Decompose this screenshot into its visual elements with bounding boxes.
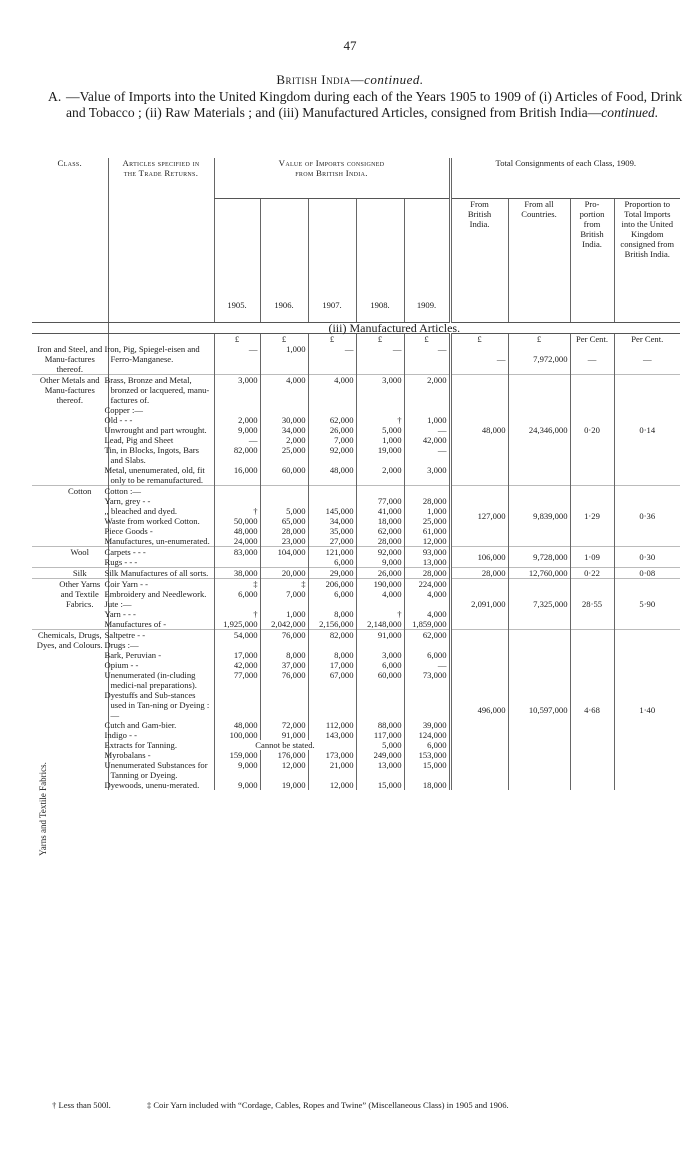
value-cell: 25,000 bbox=[260, 445, 308, 465]
footnote: ‡ Coir Yarn included with “Cordage, Cables, Ropes and Twine” (Miscellaneous Class) in 1905 and 1906. bbox=[146, 1100, 509, 1110]
value-cell bbox=[308, 485, 356, 496]
table-row bbox=[32, 578, 680, 589]
value-cell: 2,148,000 bbox=[356, 619, 404, 630]
value-cell: 7,000 bbox=[260, 589, 308, 599]
article-cell: Saltpetre - - bbox=[108, 629, 214, 640]
value-cell: 41,000 bbox=[356, 506, 404, 516]
table-row bbox=[32, 567, 680, 578]
table-header bbox=[32, 158, 680, 322]
table-row bbox=[32, 344, 680, 375]
value-cell bbox=[356, 690, 404, 720]
total-cell: 9,728,000 bbox=[508, 546, 570, 567]
value-cell: 4,000 bbox=[260, 374, 308, 405]
value-cell bbox=[356, 405, 404, 415]
class-cell: Other Metals and Manu-factures thereof. bbox=[32, 374, 108, 485]
total-cell: — bbox=[450, 344, 508, 375]
value-cell bbox=[260, 599, 308, 609]
value-cell: 112,000 bbox=[308, 720, 356, 730]
unit-cell: £ bbox=[450, 333, 508, 344]
value-cell: 60,000 bbox=[356, 670, 404, 690]
total-cell: 0·20 bbox=[570, 374, 614, 485]
value-cell: 73,000 bbox=[404, 670, 450, 690]
total-cell: — bbox=[570, 344, 614, 375]
value-cell: 28,000 bbox=[356, 536, 404, 547]
value-cell bbox=[214, 485, 260, 496]
value-cell: 12,000 bbox=[260, 760, 308, 780]
value-cell: 29,000 bbox=[308, 567, 356, 578]
article-cell: Piece Goods - bbox=[108, 526, 214, 536]
article-cell: Old - - - bbox=[108, 415, 214, 425]
value-cell: 77,000 bbox=[214, 670, 260, 690]
unit-cell: Per Cent. bbox=[614, 333, 680, 344]
value-cell: 1,000 bbox=[260, 609, 308, 619]
value-cell: 143,000 bbox=[308, 730, 356, 740]
article-cell: Metal, unenumerated, old, fit only to be remanufactured. bbox=[108, 465, 214, 486]
value-cell: — bbox=[404, 425, 450, 435]
unit-cell: £ bbox=[260, 333, 308, 344]
table-body bbox=[32, 322, 680, 790]
value-cell: 4,000 bbox=[404, 609, 450, 619]
value-cell: 6,000 bbox=[308, 589, 356, 599]
header-year: 1906. bbox=[260, 198, 308, 322]
value-cell: 12,000 bbox=[404, 536, 450, 547]
article-cell: Rugs - - - bbox=[108, 557, 214, 568]
value-cell: 48,000 bbox=[308, 465, 356, 486]
class-cell: Silk bbox=[32, 567, 108, 578]
table-row bbox=[32, 485, 680, 496]
article-cell: Copper :— bbox=[108, 405, 214, 415]
value-cell: ‡ bbox=[260, 578, 308, 589]
value-cell: 9,000 bbox=[214, 425, 260, 435]
value-cell: 42,000 bbox=[404, 435, 450, 445]
value-cell: 5,000 bbox=[356, 740, 404, 750]
article-cell: Indigo - - bbox=[108, 730, 214, 740]
total-cell: 0·08 bbox=[614, 567, 680, 578]
value-cell: 28,000 bbox=[260, 526, 308, 536]
value-cell: † bbox=[214, 506, 260, 516]
value-cell bbox=[308, 496, 356, 506]
value-cell: 3,000 bbox=[214, 374, 260, 405]
value-cell: 25,000 bbox=[404, 516, 450, 526]
value-cell: 9,000 bbox=[214, 760, 260, 780]
header-year: 1907. bbox=[308, 198, 356, 322]
value-cell: 91,000 bbox=[356, 629, 404, 640]
total-cell: 2,091,000 bbox=[450, 578, 508, 629]
article-cell: Bark, Peruvian - bbox=[108, 650, 214, 660]
class-cell: Wool bbox=[32, 546, 108, 567]
table-row bbox=[32, 546, 680, 557]
units-row bbox=[32, 333, 680, 344]
value-cell bbox=[308, 599, 356, 609]
value-cell: 48,000 bbox=[214, 526, 260, 536]
class-cell: Iron and Steel, and Manu-factures thereof. bbox=[37, 343, 103, 374]
value-cell: 1,000 bbox=[260, 344, 308, 375]
page-number: 47 bbox=[343, 38, 357, 53]
footnote: † Less than 500l. bbox=[52, 1100, 111, 1110]
value-cell: — bbox=[214, 435, 260, 445]
value-cell: 9,000 bbox=[214, 780, 260, 790]
value-cell: 88,000 bbox=[356, 720, 404, 730]
footnotes bbox=[52, 1100, 682, 1110]
value-cell: 1,000 bbox=[356, 435, 404, 445]
value-cell bbox=[214, 690, 260, 720]
total-cell: 106,000 bbox=[450, 546, 508, 567]
value-cell: 6,000 bbox=[308, 557, 356, 568]
value-cell: 39,000 bbox=[404, 720, 450, 730]
unit-cell: £ bbox=[214, 333, 260, 344]
article-cell: ,, bleached and dyed. bbox=[108, 506, 214, 516]
value-cell: 176,000 bbox=[260, 750, 308, 760]
value-cell: — bbox=[404, 344, 450, 375]
value-cell: 37,000 bbox=[260, 660, 308, 670]
value-cell: 13,000 bbox=[356, 760, 404, 780]
caption-text: —Value of Imports into the United Kingdom during each of the Years 1905 to 1909 of (i) Articles of Food, Drink and Tobacco ; (ii) Raw Materials ; and (iii) Manufactured Articles, consigned from British India— bbox=[66, 89, 683, 120]
class-cell: Other Yarns and Textile Fabrics. bbox=[32, 578, 108, 629]
article-cell: Manufactures, un-enumerated. bbox=[108, 536, 214, 547]
header-articles: Articles specified in the Trade Returns. bbox=[108, 158, 214, 322]
total-cell: 7,325,000 bbox=[508, 578, 570, 629]
side-label: Yarns and Textile Fabrics. bbox=[38, 762, 48, 856]
value-cell: 104,000 bbox=[260, 546, 308, 557]
value-cell bbox=[214, 599, 260, 609]
value-cell: 3,000 bbox=[356, 650, 404, 660]
value-cell: 121,000 bbox=[308, 546, 356, 557]
value-cell: 50,000 bbox=[214, 516, 260, 526]
article-cell: Iron, Pig, Spiegel-eisen and Ferro-Manganese. bbox=[108, 344, 214, 375]
value-cell: 91,000 bbox=[260, 730, 308, 740]
header-proportion-total: Proportion to Total Imports into the United Kingdom consigned from British India. bbox=[614, 198, 680, 322]
value-cell: 28,000 bbox=[404, 567, 450, 578]
value-cell: 27,000 bbox=[308, 536, 356, 547]
value-cell bbox=[260, 496, 308, 506]
value-cell: 93,000 bbox=[404, 546, 450, 557]
value-cell bbox=[356, 640, 404, 650]
value-cell: † bbox=[356, 609, 404, 619]
unit-cell: Per Cent. bbox=[570, 333, 614, 344]
value-cell: 206,000 bbox=[308, 578, 356, 589]
header-proportion: Pro-portion from British India. bbox=[570, 198, 614, 322]
total-cell: 10,597,000 bbox=[508, 629, 570, 790]
value-cell: 1,000 bbox=[404, 415, 450, 425]
value-cell bbox=[308, 690, 356, 720]
header-year: 1908. bbox=[356, 198, 404, 322]
section-row bbox=[32, 322, 680, 333]
article-cell: Tin, in Blocks, Ingots, Bars and Slabs. bbox=[108, 445, 214, 465]
value-cell bbox=[404, 405, 450, 415]
total-cell: 1·29 bbox=[570, 485, 614, 546]
value-cell: 42,000 bbox=[214, 660, 260, 670]
unit-cell: £ bbox=[308, 333, 356, 344]
article-cell: Lead, Pig and Sheet bbox=[108, 435, 214, 445]
value-cell: 62,000 bbox=[356, 526, 404, 536]
value-cell: 2,000 bbox=[404, 374, 450, 405]
article-cell: Myrobalans - bbox=[108, 750, 214, 760]
article-cell: Opium - - bbox=[108, 660, 214, 670]
total-cell: 0·22 bbox=[570, 567, 614, 578]
running-head: British India—continued. bbox=[276, 72, 424, 87]
value-cell: — bbox=[404, 660, 450, 670]
total-cell: 1·09 bbox=[570, 546, 614, 567]
header-from-british-india: From British India. bbox=[450, 198, 508, 322]
value-cell bbox=[214, 640, 260, 650]
value-cell: 6,000 bbox=[404, 740, 450, 750]
value-cell: 9,000 bbox=[356, 557, 404, 568]
total-cell: 12,760,000 bbox=[508, 567, 570, 578]
article-cell: Unenumerated (in-cluding medici-nal preparations). bbox=[108, 670, 214, 690]
value-cell: 2,042,000 bbox=[260, 619, 308, 630]
value-cell: 1,000 bbox=[404, 506, 450, 516]
article-cell: Manufactures of - bbox=[108, 619, 214, 630]
total-cell: 1·40 bbox=[614, 629, 680, 790]
caption-suffix: continued. bbox=[601, 105, 659, 120]
article-cell: Silk Manufactures of all sorts. bbox=[108, 567, 214, 578]
value-cell: 72,000 bbox=[260, 720, 308, 730]
article-cell: Unwrought and part wrought. bbox=[108, 425, 214, 435]
value-cell: — bbox=[214, 344, 260, 375]
header-from-all: From all Countries. bbox=[508, 198, 570, 322]
class-cell: Cotton bbox=[32, 485, 108, 546]
value-cell: 62,000 bbox=[308, 415, 356, 425]
header-class: Class. bbox=[32, 158, 108, 322]
value-cell bbox=[260, 405, 308, 415]
value-cell: 67,000 bbox=[308, 670, 356, 690]
value-cell bbox=[308, 640, 356, 650]
value-cell: 8,000 bbox=[308, 650, 356, 660]
header-value-group: Value of Imports consigned from British India. bbox=[214, 158, 450, 198]
article-cell: Drugs :— bbox=[108, 640, 214, 650]
value-cell: 2,000 bbox=[214, 415, 260, 425]
total-cell: 496,000 bbox=[450, 629, 508, 790]
value-cell: 92,000 bbox=[308, 445, 356, 465]
value-cell: 92,000 bbox=[356, 546, 404, 557]
value-cell bbox=[356, 599, 404, 609]
value-cell bbox=[260, 690, 308, 720]
value-cell bbox=[260, 485, 308, 496]
value-cell: 26,000 bbox=[356, 567, 404, 578]
article-cell: Dyestuffs and Sub-stances used in Tan-ning or Dyeing :— bbox=[108, 690, 214, 720]
article-cell: Dyewoods, unenu-merated. bbox=[108, 780, 214, 790]
value-cell: 76,000 bbox=[260, 629, 308, 640]
value-cell: 224,000 bbox=[404, 578, 450, 589]
article-cell: Brass, Bronze and Metal, bronzed or lacquered, manu-factures of. bbox=[108, 374, 214, 405]
value-cell: † bbox=[214, 609, 260, 619]
value-cell: 20,000 bbox=[260, 567, 308, 578]
value-cell: 145,000 bbox=[308, 506, 356, 516]
value-cell: 15,000 bbox=[356, 780, 404, 790]
total-cell: 7,972,000 bbox=[508, 344, 570, 375]
value-cell: 82,000 bbox=[214, 445, 260, 465]
value-cell: 3,000 bbox=[404, 465, 450, 486]
value-cell: 5,000 bbox=[260, 506, 308, 516]
value-cell: 4,000 bbox=[404, 589, 450, 599]
article-cell: Extracts for Tanning. bbox=[108, 740, 214, 750]
total-cell: 28·55 bbox=[570, 578, 614, 629]
value-cell: 6,000 bbox=[356, 660, 404, 670]
value-cell: 48,000 bbox=[214, 720, 260, 730]
total-cell: 0·36 bbox=[614, 485, 680, 546]
value-cell: 4,000 bbox=[356, 589, 404, 599]
value-cell bbox=[308, 405, 356, 415]
value-cell: 100,000 bbox=[214, 730, 260, 740]
value-cell: 76,000 bbox=[260, 670, 308, 690]
value-cell: 35,000 bbox=[308, 526, 356, 536]
article-cell: Embroidery and Needlework. bbox=[108, 589, 214, 599]
value-cell bbox=[214, 557, 260, 568]
value-cell: 30,000 bbox=[260, 415, 308, 425]
total-cell: 28,000 bbox=[450, 567, 508, 578]
section-title: (iii) Manufactured Articles. bbox=[108, 322, 680, 333]
value-cell: 83,000 bbox=[214, 546, 260, 557]
value-cell: 16,000 bbox=[214, 465, 260, 486]
value-cell: 15,000 bbox=[404, 760, 450, 780]
value-cell: 24,000 bbox=[214, 536, 260, 547]
value-cell: 2,000 bbox=[356, 465, 404, 486]
article-cell: Cotton :— bbox=[108, 485, 214, 496]
value-cell bbox=[260, 557, 308, 568]
value-cell: 23,000 bbox=[260, 536, 308, 547]
value-cell bbox=[404, 485, 450, 496]
value-cell: 6,000 bbox=[214, 589, 260, 599]
value-cell: 61,000 bbox=[404, 526, 450, 536]
value-cell: — bbox=[308, 344, 356, 375]
caption-label: A. bbox=[48, 89, 62, 104]
total-cell: 9,839,000 bbox=[508, 485, 570, 546]
article-cell: Jute :— bbox=[108, 599, 214, 609]
total-cell: 0·30 bbox=[614, 546, 680, 567]
value-cell: 18,000 bbox=[404, 780, 450, 790]
class-cell: Chemicals, Drugs, Dyes, and Colours. bbox=[32, 629, 108, 790]
value-cell: 17,000 bbox=[308, 660, 356, 670]
value-cell: 8,000 bbox=[260, 650, 308, 660]
value-cell: 4,000 bbox=[308, 374, 356, 405]
unit-cell: £ bbox=[404, 333, 450, 344]
value-cell bbox=[214, 496, 260, 506]
value-cell bbox=[404, 599, 450, 609]
total-cell: 127,000 bbox=[450, 485, 508, 546]
value-cell bbox=[356, 485, 404, 496]
article-cell: Unenumerated Substances for Tanning or Dyeing. bbox=[108, 760, 214, 780]
total-cell: 48,000 bbox=[450, 374, 508, 485]
value-cell bbox=[214, 405, 260, 415]
cannot-be-stated-cell: Cannot be stated. bbox=[214, 740, 356, 750]
total-cell: 4·68 bbox=[570, 629, 614, 790]
article-cell: Cutch and Gam-bier. bbox=[108, 720, 214, 730]
table-row bbox=[32, 374, 680, 405]
value-cell: 62,000 bbox=[404, 629, 450, 640]
header-year: 1909. bbox=[404, 198, 450, 322]
article-cell: Coir Yarn - - bbox=[108, 578, 214, 589]
value-cell bbox=[260, 640, 308, 650]
value-cell: 28,000 bbox=[404, 496, 450, 506]
value-cell: 17,000 bbox=[214, 650, 260, 660]
value-cell bbox=[404, 640, 450, 650]
value-cell: 159,000 bbox=[214, 750, 260, 760]
value-cell: 18,000 bbox=[356, 516, 404, 526]
value-cell: 6,000 bbox=[404, 650, 450, 660]
table-row bbox=[32, 629, 680, 640]
article-cell: Waste from worked Cotton. bbox=[108, 516, 214, 526]
value-cell: 8,000 bbox=[308, 609, 356, 619]
header-year: 1905. bbox=[214, 198, 260, 322]
header-total-group: Total Consignments of each Class, 1909. bbox=[450, 158, 680, 198]
value-cell: 7,000 bbox=[308, 435, 356, 445]
imports-table bbox=[32, 158, 680, 790]
value-cell: 19,000 bbox=[260, 780, 308, 790]
article-cell: Yarn, grey - - bbox=[108, 496, 214, 506]
value-cell: — bbox=[404, 445, 450, 465]
value-cell: 249,000 bbox=[356, 750, 404, 760]
value-cell: 1,859,000 bbox=[404, 619, 450, 630]
value-cell: 117,000 bbox=[356, 730, 404, 740]
value-cell: — bbox=[356, 344, 404, 375]
value-cell: 34,000 bbox=[260, 425, 308, 435]
value-cell: 13,000 bbox=[404, 557, 450, 568]
total-cell: 0·14 bbox=[614, 374, 680, 485]
value-cell: 82,000 bbox=[308, 629, 356, 640]
value-cell: 38,000 bbox=[214, 567, 260, 578]
value-cell: 2,000 bbox=[260, 435, 308, 445]
unit-cell: £ bbox=[508, 333, 570, 344]
value-cell: 3,000 bbox=[356, 374, 404, 405]
value-cell bbox=[404, 690, 450, 720]
value-cell: 54,000 bbox=[214, 629, 260, 640]
unit-cell: £ bbox=[356, 333, 404, 344]
value-cell: 19,000 bbox=[356, 445, 404, 465]
value-cell: 190,000 bbox=[356, 578, 404, 589]
value-cell: 77,000 bbox=[356, 496, 404, 506]
total-cell: 5·90 bbox=[614, 578, 680, 629]
value-cell: 65,000 bbox=[260, 516, 308, 526]
value-cell: 60,000 bbox=[260, 465, 308, 486]
table-caption bbox=[48, 89, 686, 121]
value-cell: 5,000 bbox=[356, 425, 404, 435]
total-cell: 24,346,000 bbox=[508, 374, 570, 485]
value-cell: 12,000 bbox=[308, 780, 356, 790]
article-cell: Carpets - - - bbox=[108, 546, 214, 557]
value-cell: 173,000 bbox=[308, 750, 356, 760]
value-cell: ‡ bbox=[214, 578, 260, 589]
article-cell: Yarn - - - bbox=[108, 609, 214, 619]
value-cell: 34,000 bbox=[308, 516, 356, 526]
value-cell: † bbox=[356, 415, 404, 425]
total-cell: — bbox=[614, 344, 680, 375]
value-cell: 26,000 bbox=[308, 425, 356, 435]
value-cell: 2,156,000 bbox=[308, 619, 356, 630]
value-cell: 21,000 bbox=[308, 760, 356, 780]
value-cell: 153,000 bbox=[404, 750, 450, 760]
value-cell: 124,000 bbox=[404, 730, 450, 740]
value-cell: 1,925,000 bbox=[214, 619, 260, 630]
